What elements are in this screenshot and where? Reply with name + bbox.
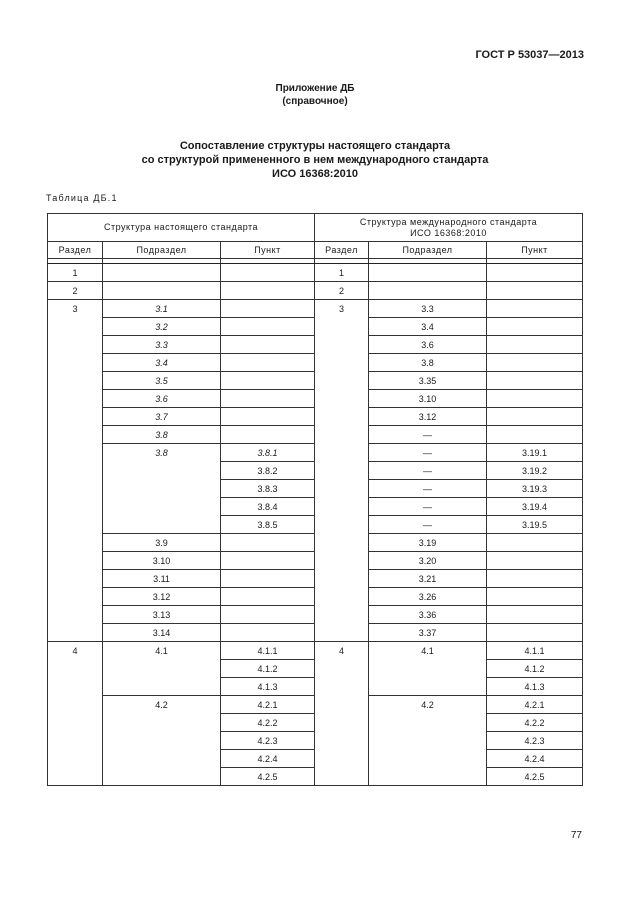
table-cell: [315, 732, 369, 750]
table-row: [48, 732, 583, 750]
table-cell: [487, 606, 583, 624]
table-cell: 3.12: [369, 408, 487, 426]
table-cell: [221, 318, 315, 336]
table-cell: [315, 570, 369, 588]
table-cell: [221, 390, 315, 408]
table-cell: 4.2.1: [221, 696, 315, 714]
table-cell: [487, 372, 583, 390]
table-cell: 4.2.2: [487, 714, 583, 732]
table-cell: 3.11: [103, 570, 221, 588]
table-cell: [48, 498, 103, 516]
table-row: [48, 678, 583, 696]
table-cell: 3.8.5: [221, 516, 315, 534]
table-cell: 4.2.2: [221, 714, 315, 732]
table-cell: [315, 588, 369, 606]
table-cell: 3.8.2: [221, 462, 315, 480]
table-cell: 3.14: [103, 624, 221, 642]
table-row: [48, 426, 583, 444]
table-cell: 3.10: [369, 390, 487, 408]
table-cell: 4.2.1: [487, 696, 583, 714]
table-cell: [48, 768, 103, 786]
table-cell: [315, 498, 369, 516]
table-cell: [315, 696, 369, 714]
title-line-2: со структурой примененного в нем международного стандарта: [141, 154, 489, 166]
table-cell: 3.6: [103, 390, 221, 408]
table-cell: 3.4: [369, 318, 487, 336]
table-cell: [487, 264, 583, 282]
table-cell: [315, 408, 369, 426]
table-cell: 3: [48, 300, 103, 318]
table-cell: [315, 678, 369, 696]
table-cell: [315, 516, 369, 534]
table-row: [48, 714, 583, 732]
table-cell: 3.8.4: [221, 498, 315, 516]
table-row: [48, 624, 583, 642]
table-row: [48, 552, 583, 570]
table-cell: 3.8: [103, 426, 221, 444]
table-cell: 3.19.5: [487, 516, 583, 534]
table-row: [48, 696, 583, 714]
table-cell: [221, 534, 315, 552]
table-cell: [315, 372, 369, 390]
table-cell: 3.12: [103, 588, 221, 606]
table-cell: [369, 750, 487, 768]
table-cell: [48, 696, 103, 714]
table-cell: [48, 336, 103, 354]
table-cell: —: [369, 498, 487, 516]
table-cell: [103, 282, 221, 300]
table-row: [48, 372, 583, 390]
table-cell: [315, 552, 369, 570]
table-cell: 4.1.1: [487, 642, 583, 660]
table-cell: [315, 768, 369, 786]
table-cell: 4: [48, 642, 103, 660]
table-cell: [221, 300, 315, 318]
table-cell: [48, 660, 103, 678]
annex-title: Приложение ДБ: [275, 83, 355, 94]
col-header-section-right: Раздел: [315, 242, 369, 259]
title-line-3: ИСО 16368:2010: [272, 168, 358, 180]
table-cell: [315, 354, 369, 372]
table-cell: [487, 426, 583, 444]
table-cell: 4.1.2: [487, 660, 583, 678]
table-row: [48, 588, 583, 606]
col-header-clause-left: Пункт: [221, 242, 315, 259]
table-cell: [48, 318, 103, 336]
table-cell: 3.26: [369, 588, 487, 606]
table-cell: 3.10: [103, 552, 221, 570]
table-cell: [221, 624, 315, 642]
table-cell: 4.2.4: [221, 750, 315, 768]
table-cell: 3.5: [103, 372, 221, 390]
table-row: [48, 534, 583, 552]
table-row: [48, 768, 583, 786]
table-cell: [48, 534, 103, 552]
table-cell: [48, 480, 103, 498]
table-row: [48, 390, 583, 408]
table-cell: [103, 678, 221, 696]
table-cell: [315, 750, 369, 768]
table-cell: 3.35: [369, 372, 487, 390]
table-cell: [369, 714, 487, 732]
table-cell: [369, 282, 487, 300]
table-cell: —: [369, 516, 487, 534]
table-cell: [221, 354, 315, 372]
table-cell: [487, 354, 583, 372]
table-cell: 3.19.2: [487, 462, 583, 480]
table-row: [48, 498, 583, 516]
table-cell: [48, 426, 103, 444]
table-cell: 4.1.2: [221, 660, 315, 678]
table-cell: 3.6: [369, 336, 487, 354]
table-cell: 3.36: [369, 606, 487, 624]
table-cell: 4.1.3: [487, 678, 583, 696]
table-cell: [315, 336, 369, 354]
table-cell: [48, 714, 103, 732]
table-row: [48, 318, 583, 336]
table-cell: [103, 714, 221, 732]
table-row: [48, 264, 583, 282]
table-cell: [487, 534, 583, 552]
table-cell: [315, 318, 369, 336]
table-cell: [103, 660, 221, 678]
table-cell: 4: [315, 642, 369, 660]
table-row: [48, 444, 583, 462]
table-cell: 3.13: [103, 606, 221, 624]
table-row: [48, 480, 583, 498]
table-cell: [369, 264, 487, 282]
table-cell: [315, 606, 369, 624]
page-number: 77: [570, 830, 582, 841]
table-row: [48, 660, 583, 678]
table-cell: 3.21: [369, 570, 487, 588]
table-cell: [221, 426, 315, 444]
table-row: [48, 516, 583, 534]
table-cell: [48, 624, 103, 642]
table-cell: [48, 462, 103, 480]
table-cell: [48, 588, 103, 606]
table-cell: [48, 678, 103, 696]
document-title: [0, 139, 630, 181]
table-cell: [48, 750, 103, 768]
table-cell: 4.1: [103, 642, 221, 660]
table-cell: [48, 390, 103, 408]
table-cell: 4.2.3: [221, 732, 315, 750]
table-body: [48, 264, 583, 786]
table-cell: —: [369, 462, 487, 480]
table-cell: 4.1.1: [221, 642, 315, 660]
table-cell: 4.2: [103, 696, 221, 714]
table-cell: 3.7: [103, 408, 221, 426]
table-cell: 3.37: [369, 624, 487, 642]
table-cell: [48, 732, 103, 750]
table-cell: 3.3: [103, 336, 221, 354]
table-cell: 1: [315, 264, 369, 282]
col-header-subsection-right: Подраздел: [369, 242, 487, 259]
table-cell: 3.8.3: [221, 480, 315, 498]
table-cell: [103, 516, 221, 534]
table-cell: [48, 516, 103, 534]
table-cell: [315, 444, 369, 462]
table-cell: [48, 372, 103, 390]
table-cell: 3.19.4: [487, 498, 583, 516]
table-cell: 3: [315, 300, 369, 318]
table-cell: 3.20: [369, 552, 487, 570]
table-cell: [48, 570, 103, 588]
table-cell: [487, 570, 583, 588]
table-cell: [221, 588, 315, 606]
table-cell: [221, 336, 315, 354]
col-header-section-left: Раздел: [48, 242, 103, 259]
table-cell: [487, 318, 583, 336]
document-code: ГОСТ Р 53037—2013: [475, 49, 584, 61]
table-cell: [487, 624, 583, 642]
table-cell: 4.2: [369, 696, 487, 714]
table-cell: 3.8: [103, 444, 221, 462]
table-row: [48, 354, 583, 372]
table-label: Таблица ДБ.1: [46, 193, 118, 203]
table-row: [48, 282, 583, 300]
table-cell: [48, 552, 103, 570]
table-cell: [103, 480, 221, 498]
table-row: [48, 570, 583, 588]
table-cell: [487, 408, 583, 426]
table-cell: 3.9: [103, 534, 221, 552]
table-cell: [315, 624, 369, 642]
table-cell: 4.2.5: [487, 768, 583, 786]
table-cell: [103, 498, 221, 516]
table-row: [48, 750, 583, 768]
table-row: [48, 606, 583, 624]
table-cell: [48, 444, 103, 462]
table-cell: 3.2: [103, 318, 221, 336]
table-cell: [487, 282, 583, 300]
table-cell: [103, 462, 221, 480]
annex-heading: [0, 82, 630, 108]
table-cell: [487, 390, 583, 408]
table-cell: [103, 750, 221, 768]
table-cell: 3.4: [103, 354, 221, 372]
table-cell: 4.1: [369, 642, 487, 660]
table-cell: [103, 264, 221, 282]
table-cell: [48, 408, 103, 426]
table-cell: [369, 732, 487, 750]
group-header-this-standard: Структура настоящего стандарта: [48, 214, 315, 242]
table-cell: [103, 732, 221, 750]
col-header-subsection-left: Подраздел: [103, 242, 221, 259]
table-cell: —: [369, 426, 487, 444]
table-cell: 4.2.4: [487, 750, 583, 768]
table-cell: [315, 426, 369, 444]
table-cell: 2: [315, 282, 369, 300]
table-cell: [221, 372, 315, 390]
table-cell: 4.2.3: [487, 732, 583, 750]
table-row: [48, 642, 583, 660]
table-row: [48, 462, 583, 480]
table-cell: 3.19: [369, 534, 487, 552]
table-cell: —: [369, 480, 487, 498]
table-cell: [369, 678, 487, 696]
table-cell: 3.19.1: [487, 444, 583, 462]
table-cell: 4.1.3: [221, 678, 315, 696]
table-cell: 3.1: [103, 300, 221, 318]
table-cell: [221, 264, 315, 282]
table-row: [48, 300, 583, 318]
group-header-iso-standard: Структура международного стандарта ИСО 16368:2010: [315, 214, 583, 242]
table-cell: 4.2.5: [221, 768, 315, 786]
table-cell: 1: [48, 264, 103, 282]
table-cell: [315, 462, 369, 480]
table-cell: [315, 390, 369, 408]
table-cell: [221, 282, 315, 300]
table-cell: 3.8.1: [221, 444, 315, 462]
table-cell: [221, 408, 315, 426]
table-row: [48, 336, 583, 354]
table-cell: [315, 660, 369, 678]
table-cell: [487, 552, 583, 570]
table-cell: [221, 552, 315, 570]
col-header-clause-right: Пункт: [487, 242, 583, 259]
table-cell: [103, 768, 221, 786]
table-cell: 3.3: [369, 300, 487, 318]
table-cell: 3.8: [369, 354, 487, 372]
table-cell: [315, 714, 369, 732]
table-row: [48, 408, 583, 426]
table-cell: [369, 768, 487, 786]
table-cell: [487, 300, 583, 318]
table-cell: [221, 570, 315, 588]
table-cell: —: [369, 444, 487, 462]
table-cell: [48, 606, 103, 624]
title-line-1: Сопоставление структуры настоящего стандарта: [179, 140, 451, 152]
table-cell: 2: [48, 282, 103, 300]
annex-note: (справочное): [282, 96, 348, 107]
table-cell: [315, 534, 369, 552]
table-cell: [315, 480, 369, 498]
table-cell: [487, 588, 583, 606]
table-cell: [48, 354, 103, 372]
table-cell: 3.19.3: [487, 480, 583, 498]
table-cell: [487, 336, 583, 354]
table-cell: [369, 660, 487, 678]
table-cell: [221, 606, 315, 624]
comparison-table: [47, 213, 583, 786]
comparison-table-wrapper: [47, 213, 582, 786]
